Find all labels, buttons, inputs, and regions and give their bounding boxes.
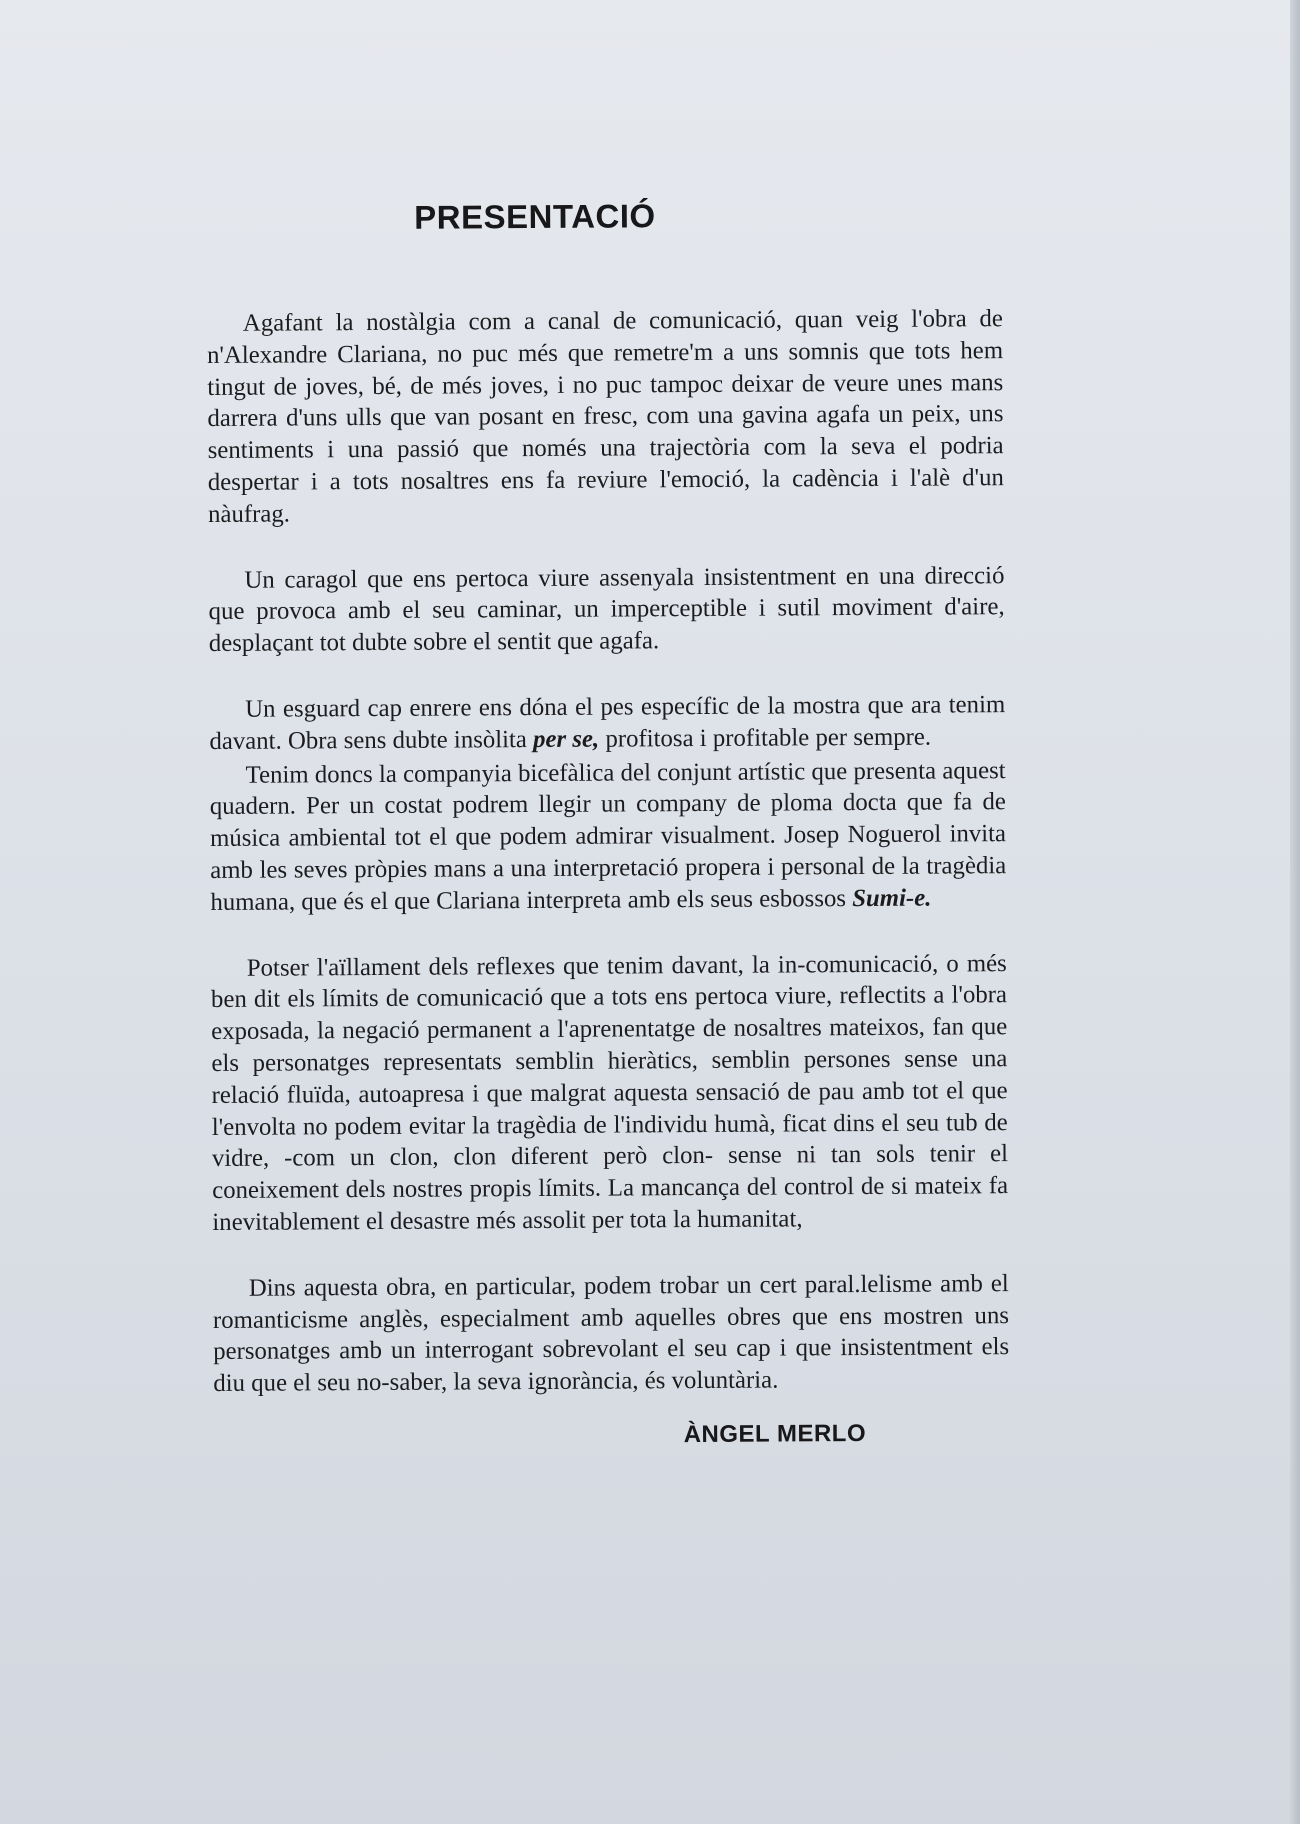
paragraph-4-text: Tenim doncs la companyia bicefàlica del conjunt artístic que presenta aquest quadern. Per un costat podrem llegir un company de ploma docta que fa de música ambiental tot el que podem admirar visualment. Josep Noguerol invita amb les seves pròpies mans a una interpretació propera i personal de la tragèdia humana, que és el que Clariana interpreta amb els seus esbossos — [209, 756, 1007, 916]
document-body — [206, 175, 1010, 1452]
document-title: PRESENTACIÓ — [414, 197, 656, 236]
sheet-edge — [1290, 0, 1300, 1824]
paragraph-3-emphasis: per se, — [533, 725, 600, 753]
paragraph-3 — [209, 689, 1005, 757]
paragraph-1: Agafant la nostàlgia com a canal de comunicació, quan veig l'obra de n'Alexandre Clariana, no puc més que remetre'm a uns somnis que tots hem tingut de joves, bé, de més joves, i no puc tampoc deixar de veure unes mans darrera d'uns ulls que van posant en fresc, com una gavina agafa un peix, uns sentiments i una passió que només una trajectòria com la seva el podria despertar i a tots nosaltres ens fa reviure l'emoció, la cadència i l'alè d'un nàufrag. — [206, 305, 1004, 528]
paragraph-6: Dins aquesta obra, en particular, podem trobar un cert paral.lelisme amb el romanticisme anglès, especialment amb aquelles obres que ens mostren uns personatges amb un interrogant sobrevolant el seu cap i que insistentment els diu que el seu no-saber, la seva ignorància, és voluntària. — [212, 1269, 1010, 1398]
paragraph-4-emphasis: Sumi-e. — [852, 884, 932, 912]
paragraph-5: Potser l'aïllament dels reflexes que tenim davant, la in-comunicació, o més ben dit els límits de comunicació que a tots ens pertoca viure, reflectits a l'obra exposada, la negació permanent a l'aprenentatge de nosaltres mateixos, fan que els personatges representats semblin hieràtics, semblin persones sense una relació fluïda, autoapresa i que malgrat aquesta sensació de pau amb tot el que l'envolta no podem evitar la tragèdia de l'individu humà, ficat dins el seu tub de vidre, -com un clon, clon diferent però clon- sense ni tan sols tenir el coneixement dels nostres propis límits. La mancança del control de si mateix fa inevitablement el desastre més assolit per tota la humanitat, — [210, 949, 1009, 1236]
signature: ÀNGEL MERLO — [683, 1419, 867, 1449]
paragraph-4 — [210, 755, 1007, 919]
paragraph-2: Un caragol que ens pertoca viure assenyala insistentment en una direcció que provoca amb el seu caminar, un imperceptible i sutil moviment d'aire, desplaçant tot dubte sobre el sentit que agafa. — [208, 561, 1005, 658]
paragraph-3-text-a: Un esguard cap enrere ens dóna el pes específic de la mostra que ara tenim davant. Obra sens dubte insòlita — [209, 691, 1006, 755]
paragraph-3-text-b: profitosa i profitable per sempre. — [599, 723, 932, 753]
